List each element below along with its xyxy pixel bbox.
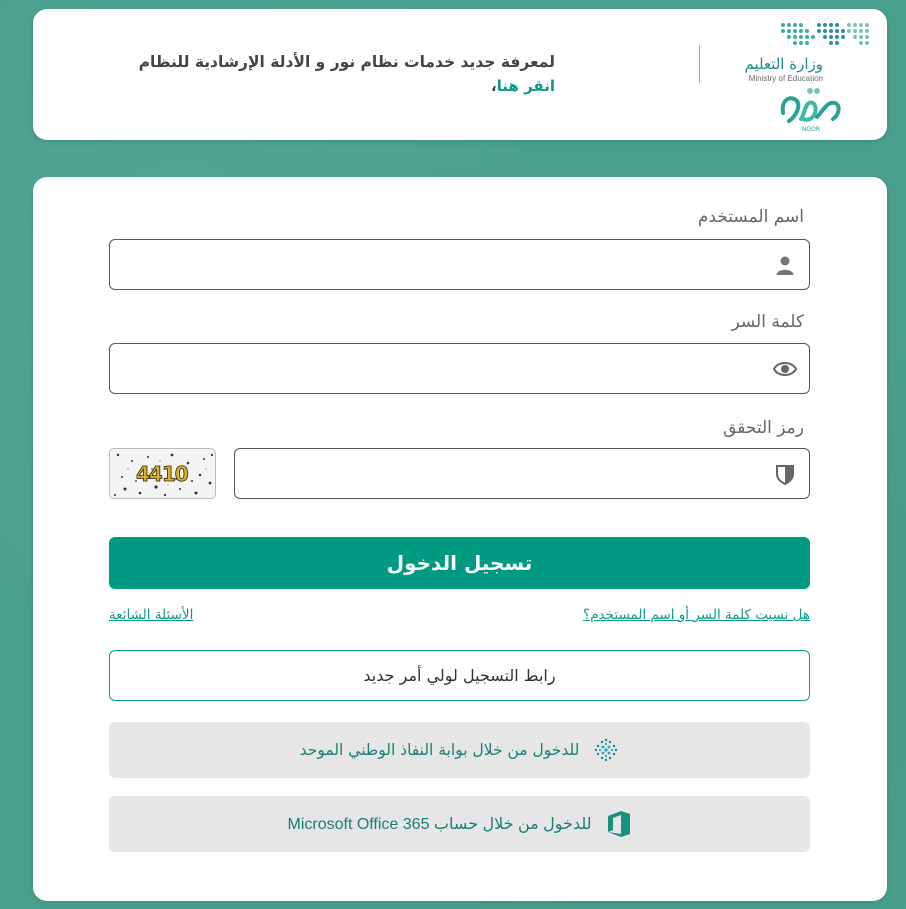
banner-text (139, 53, 555, 95)
noor-logo-icon (777, 83, 845, 133)
captcha-field[interactable] (234, 448, 810, 499)
shield-icon (773, 462, 797, 486)
nafath-icon (593, 737, 619, 763)
captcha-code: 4410 (136, 462, 188, 486)
captcha-image (109, 448, 216, 499)
user-icon (773, 253, 797, 277)
register-parent-button[interactable]: رابط التسجيل لولي أمر جديد (109, 650, 810, 701)
captcha-noise-icon (110, 449, 216, 499)
password-field[interactable] (109, 343, 810, 394)
login-button[interactable]: تسجيل الدخول (109, 537, 810, 589)
login-card (33, 177, 887, 901)
banner-title: لمعرفة جديد خدمات نظام نور و الأدلة الإرشادية للنظام (138, 53, 555, 71)
click-here-link[interactable]: انقر هنا (496, 77, 555, 95)
info-banner (33, 9, 887, 140)
password-input[interactable] (110, 344, 809, 393)
captcha-input[interactable] (235, 449, 809, 498)
password-label: كلمة السر (731, 312, 804, 332)
ministry-dots-icon (779, 21, 873, 51)
username-input[interactable] (110, 240, 809, 289)
logo-divider (699, 45, 700, 83)
captcha-label: رمز التحقق (723, 418, 804, 438)
username-label: اسم المستخدم (697, 207, 804, 227)
ministry-logo (699, 21, 879, 133)
office365-login-label: للدخول من خلال حساب Microsoft Office 365 (287, 816, 592, 833)
ministry-name-english: Ministry of Education (748, 74, 823, 83)
username-field[interactable] (109, 239, 810, 290)
office-icon (606, 810, 632, 838)
office365-login-button[interactable] (109, 796, 810, 852)
forgot-password-link[interactable]: هل نسيت كلمة السر أو اسم المستخدم؟ (583, 607, 810, 623)
ministry-name-arabic: وزارة التعليم (744, 55, 823, 73)
banner-link-line (139, 77, 555, 95)
noor-logo-label: NOOR (801, 126, 821, 133)
nafath-login-button[interactable] (109, 722, 810, 778)
nafath-login-label: للدخول من خلال بوابة النفاذ الوطني الموحد (299, 741, 580, 759)
link-punctuation: ، (491, 77, 497, 95)
faq-link[interactable]: الأسئلة الشائعة (109, 607, 194, 623)
eye-icon[interactable] (773, 357, 797, 381)
